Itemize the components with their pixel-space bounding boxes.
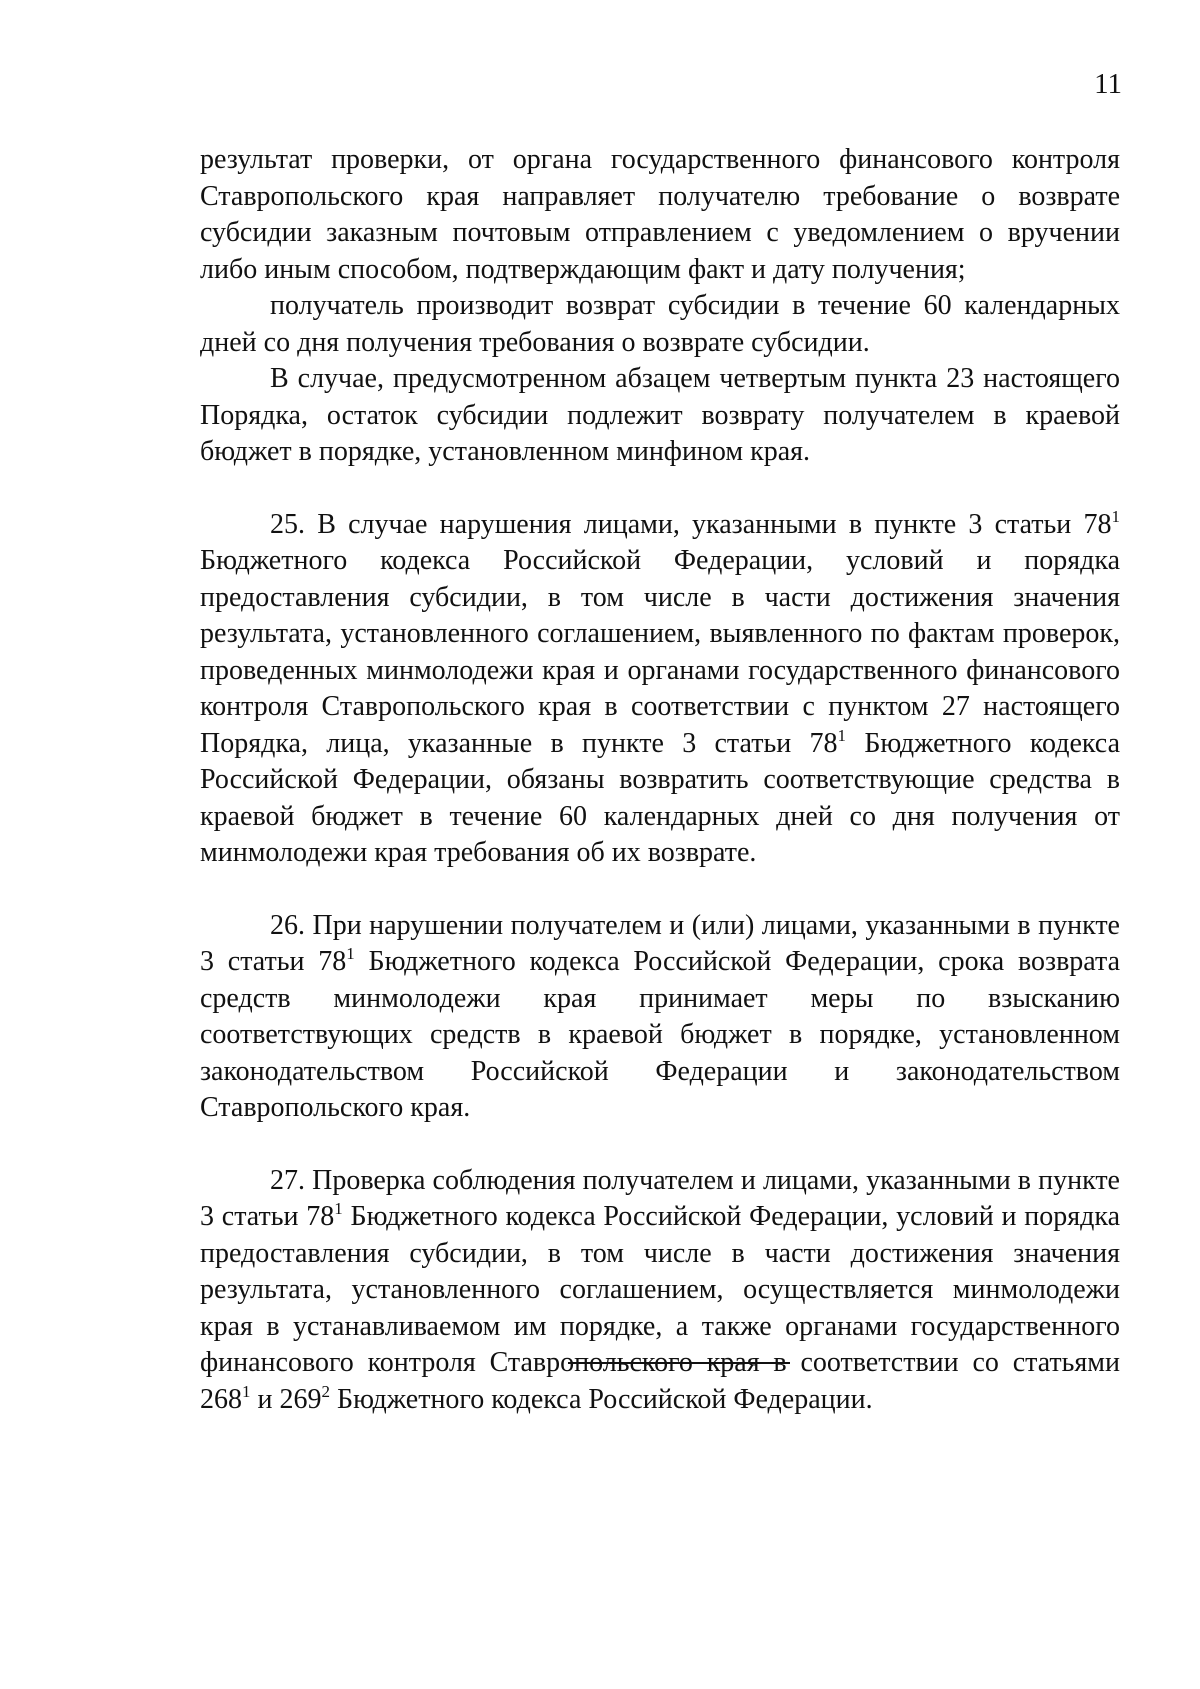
paragraph-verification-result: результат проверки, от органа государственного финансового контроля Ставропольского края направляет получателю требование о возврате субсидии заказным почтовым отправлением с уведомлением о вручении либо иным способом, подтверждающим факт и дату получения; xyxy=(200,144,1120,285)
superscript-2: 2 xyxy=(321,1381,330,1401)
paragraph-25-text-b: Бюджетного кодекса Российской Федерации, условий и порядка предоставления субсидии, в том числе в части достижения значения результата, установленного соглашением, выявленного по фактам проверок, проведенных минмолодежи края и органами государственного финансового контроля Ставропольского края в соответствии с пунктом 27 настоящего Порядка, лица, указанные в пункте 3 статьи 78 xyxy=(200,545,1120,759)
paragraph-27-text-d: Бюджетного кодекса Российской Федерации. xyxy=(329,1383,873,1415)
document-body xyxy=(200,142,1120,1418)
paragraph-25-text-a: 25. В случае нарушения лицами, указанными в пункте 3 статьи 78 xyxy=(270,508,1112,540)
paragraph-refund-term: получатель производит возврат субсидии в течение 60 календарных дней со дня получения требования о возврате субсидии. xyxy=(200,290,1120,358)
paragraph-27-text-a: 27. Проверка соблюдения получателем и лицами, указанными в пункте 3 статьи 78 xyxy=(200,1164,1120,1232)
superscript-1: 1 xyxy=(1111,506,1120,526)
page-number: 11 xyxy=(1094,68,1122,100)
paragraph-26-text-a: 26. При нарушении получателем и (или) лицами, указанными в пункте 3 статьи 78 xyxy=(200,909,1120,977)
superscript-1: 1 xyxy=(334,1199,343,1218)
paragraph-27-text-c: и 269 xyxy=(250,1383,322,1415)
superscript-1: 1 xyxy=(242,1381,251,1401)
superscript-1: 1 xyxy=(837,725,847,745)
paragraph-subsidy-remainder: В случае, предусмотренном абзацем четвертым пункта 23 настоящего Порядка, остаток субсидии подлежит возврату получателем в краевой бюджет в порядке, установленном минфином края. xyxy=(200,363,1120,467)
superscript-1: 1 xyxy=(346,944,355,963)
paragraph-26 xyxy=(200,908,1120,1127)
paragraph-25 xyxy=(200,507,1120,872)
paragraph-26-text-b: Бюджетного кодекса Российской Федерации, срока возврата средств минмолодежи края принимает меры по взысканию соответствующих средств в краевой бюджет в порядке, установленном законодательством Российской Федерации и законодательством Ставропольского края. xyxy=(200,946,1120,1123)
paragraph-27-text-b: Бюджетного кодекса Российской Федерации, условий и порядка предоставления субсидии, в том числе в части достижения значения результата, установленного соглашением, осуществляется минмолодежи края в устанавливаемом им порядке, а также органами государственного финансового контроля Ставропольского края в соответствии со статьями 268 xyxy=(200,1201,1120,1415)
end-of-document-rule xyxy=(568,1362,790,1364)
paragraph-27 xyxy=(200,1163,1120,1419)
paragraph-25-text-c: Бюджетного кодекса Российской Федерации, обязаны возвратить соответствующие средства в краевой бюджет в течение 60 календарных дней со дня получения от минмолодежи края требования об их возврате. xyxy=(200,727,1120,868)
